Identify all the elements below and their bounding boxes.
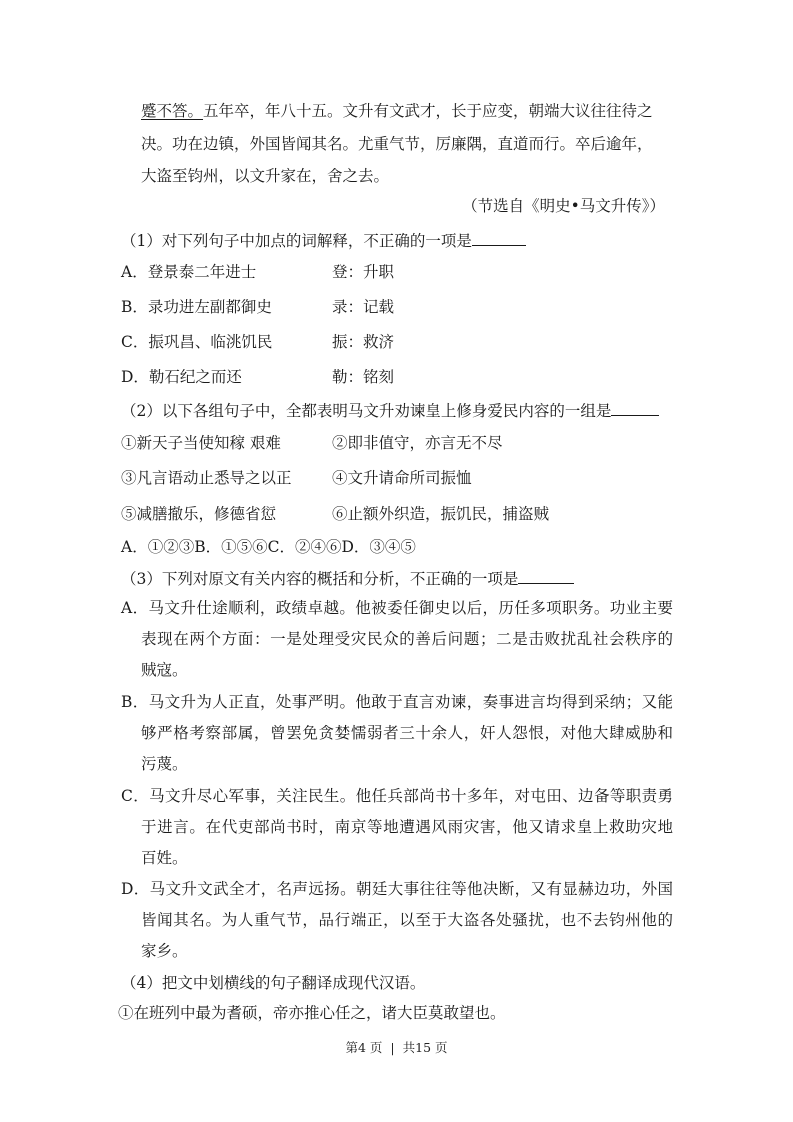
q3-option-c-line-3: 百姓。 (141, 849, 188, 867)
q1-option-c: C．振巩昌、临洮饥民 振：救济 (121, 333, 395, 351)
q2-pair-3: ⑤减膳撤乐，修德省愆 ⑥止额外织造，振饥民，捕盗贼 (121, 505, 550, 523)
passage-line-1: 蹙不答。五年卒，年八十五。文升有文武才，长于应变，朝端大议往往待之 (141, 102, 653, 120)
q3-option-a-line-1: A．马文升仕途顺利，政绩卓越。他被委任御史以后，历任多项职务。功业主要 (121, 599, 673, 617)
q1-option-b: B．录功进左副都御史 录：记载 (121, 298, 395, 316)
passage-source: （节选自《明史•马文升传》） (462, 197, 665, 215)
answer-blank (611, 400, 659, 416)
q3-option-a-line-2: 表现在两个方面：一是处理受灾民众的善后问题；二是击败扰乱社会秩序的 (141, 630, 673, 648)
page-number: 第4 页 (345, 1040, 383, 1055)
q3-option-d-line-1: D．马文升文武全才，名声远扬。朝廷大事往往等他决断，又有显赫边功，外国 (121, 880, 673, 898)
footer-separator: | (390, 1040, 395, 1055)
q3-option-b-line-2: 够严格考察部属，曾罢免贪婪懦弱者三十余人，奸人怨恨，对他大肆威胁和 (141, 724, 673, 742)
answer-blank (518, 568, 574, 584)
q4-item-1: ①在班列中最为耆硕，帝亦推心任之，诸大臣莫敢望也。 (118, 1004, 506, 1022)
q2-answers: A．①②③B．①⑤⑥C．②④⑥D．③④⑤ (121, 538, 416, 556)
q1-stem: （1）对下列句子中加点的词解释，不正确的一项是 (121, 230, 526, 251)
q3-option-c-line-1: C．马文升尽心军事，关注民生。他任兵部尚书十多年，对屯田、边备等职责勇 (121, 787, 673, 805)
q1-option-a: A．登景泰二年进士 登：升职 (121, 263, 395, 281)
q3-option-a-line-3: 贼寇。 (141, 661, 188, 679)
q1-option-d: D．勒石纪之而还 勒：铭刻 (121, 368, 395, 386)
q3-option-c-line-2: 于进言。在代吏部尚书时，南京等地遭遇风雨灾害，他又请求皇上救助灾地 (141, 818, 673, 836)
q2-stem: （2）以下各组句子中，全都表明马文升劝谏皇上修身爱民内容的一组是 (121, 400, 659, 421)
q3-option-b-line-3: 污蔑。 (141, 755, 188, 773)
total-pages: 共15 页 (402, 1040, 448, 1055)
passage-line-3: 大盗至钧州，以文升家在，舍之去。 (141, 167, 390, 185)
q2-pair-1: ①新天子当使知稼 艰难 ②即非值守，亦言无不尽 (121, 434, 503, 452)
underlined-sentence: 蹙不答。 (141, 102, 204, 120)
q4-stem: （4）把文中划横线的句子翻译成现代汉语。 (121, 974, 426, 992)
page-footer (0, 1040, 793, 1056)
passage-line-2: 决。功在边镇，外国皆闻其名。尤重气节，厉廉隅，直道而行。卒后逾年， (141, 135, 653, 153)
q3-option-d-line-3: 家乡。 (141, 942, 188, 960)
q3-option-d-line-2: 皆闻其名。为人重气节，品行端正，以至于大盗各处骚扰，也不去钧州他的 (141, 911, 673, 929)
q3-option-b-line-1: B．马文升为人正直，处事严明。他敢于直言劝谏，奏事进言均得到采纳；又能 (121, 693, 673, 711)
answer-blank (472, 230, 526, 246)
q2-pair-2: ③凡言语动止悉导之以正 ④文升请命所司振恤 (121, 469, 472, 487)
q3-stem: （3）下列对原文有关内容的概括和分析，不正确的一项是 (121, 568, 574, 589)
